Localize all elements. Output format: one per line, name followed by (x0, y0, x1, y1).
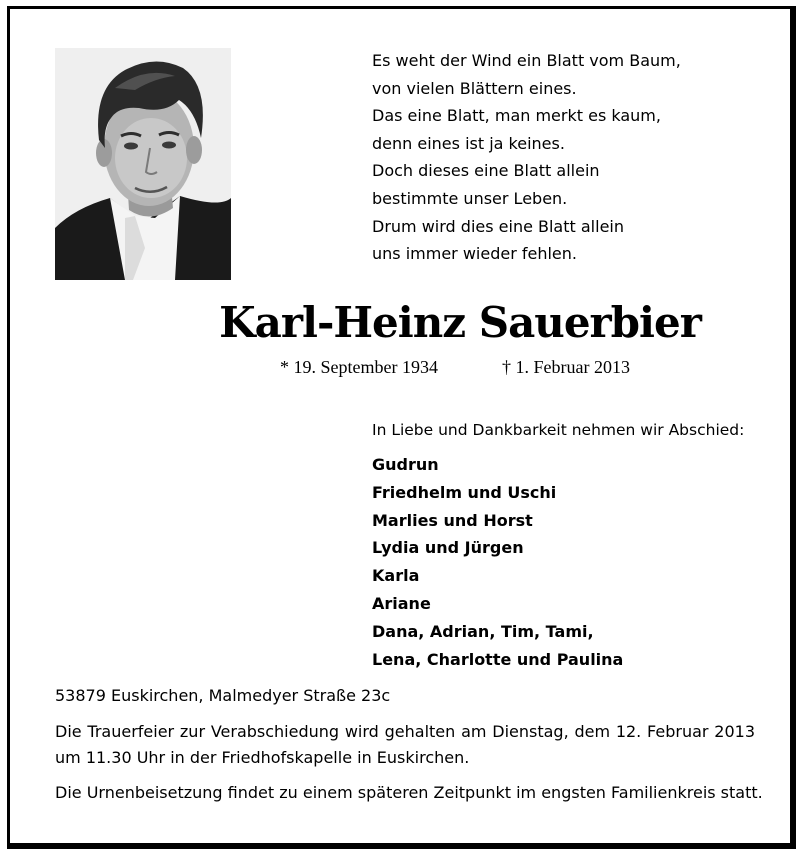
family-member: Friedhelm und Uschi (372, 482, 557, 502)
death-date: † 1. Februar 2013 (502, 357, 630, 377)
family-list (372, 451, 623, 673)
family-member: Lena, Charlotte und Paulina (372, 649, 624, 669)
family-member: Ariane (372, 593, 431, 613)
ceremony-info: Die Trauerfeier zur Verabschiedung wird gehalten am Dienstag, dem 12. Februar 2013 um 11.30 Uhr in der Friedhofskapelle in Euskirchen. (55, 722, 755, 767)
poem-line: Es weht der Wind ein Blatt vom Baum, (372, 51, 681, 70)
birth-date: * 19. September 1934 (280, 357, 438, 377)
family-member: Karla (372, 566, 420, 586)
poem-line: von vielen Blättern eines. (372, 78, 577, 98)
poem-line: Doch dieses eine Blatt allein (372, 161, 600, 181)
portrait-photo (55, 48, 231, 280)
poem-line: Drum wird dies eine Blatt allein (372, 216, 624, 236)
family-member: Lydia und Jürgen (372, 538, 524, 558)
address: 53879 Euskirchen, Malmedyer Straße 23c (55, 686, 391, 705)
poem (372, 47, 681, 268)
poem-line: uns immer wieder fehlen. (372, 244, 577, 264)
urn-burial-info: Die Urnenbeisetzung findet zu einem späteren Zeitpunkt im engsten Familienkreis statt. (55, 783, 763, 802)
farewell-line: In Liebe und Dankbarkeit nehmen wir Abschied: (372, 421, 745, 439)
poem-line: denn eines ist ja keines. (372, 133, 565, 153)
family-member: Dana, Adrian, Tim, Tami, (372, 621, 594, 641)
deceased-name: Karl-Heinz Sauerbier (219, 298, 701, 347)
poem-line: bestimmte unser Leben. (372, 188, 568, 208)
family-member: Gudrun (372, 455, 439, 474)
family-member: Marlies und Horst (372, 510, 533, 530)
poem-line: Das eine Blatt, man merkt es kaum, (372, 106, 661, 126)
